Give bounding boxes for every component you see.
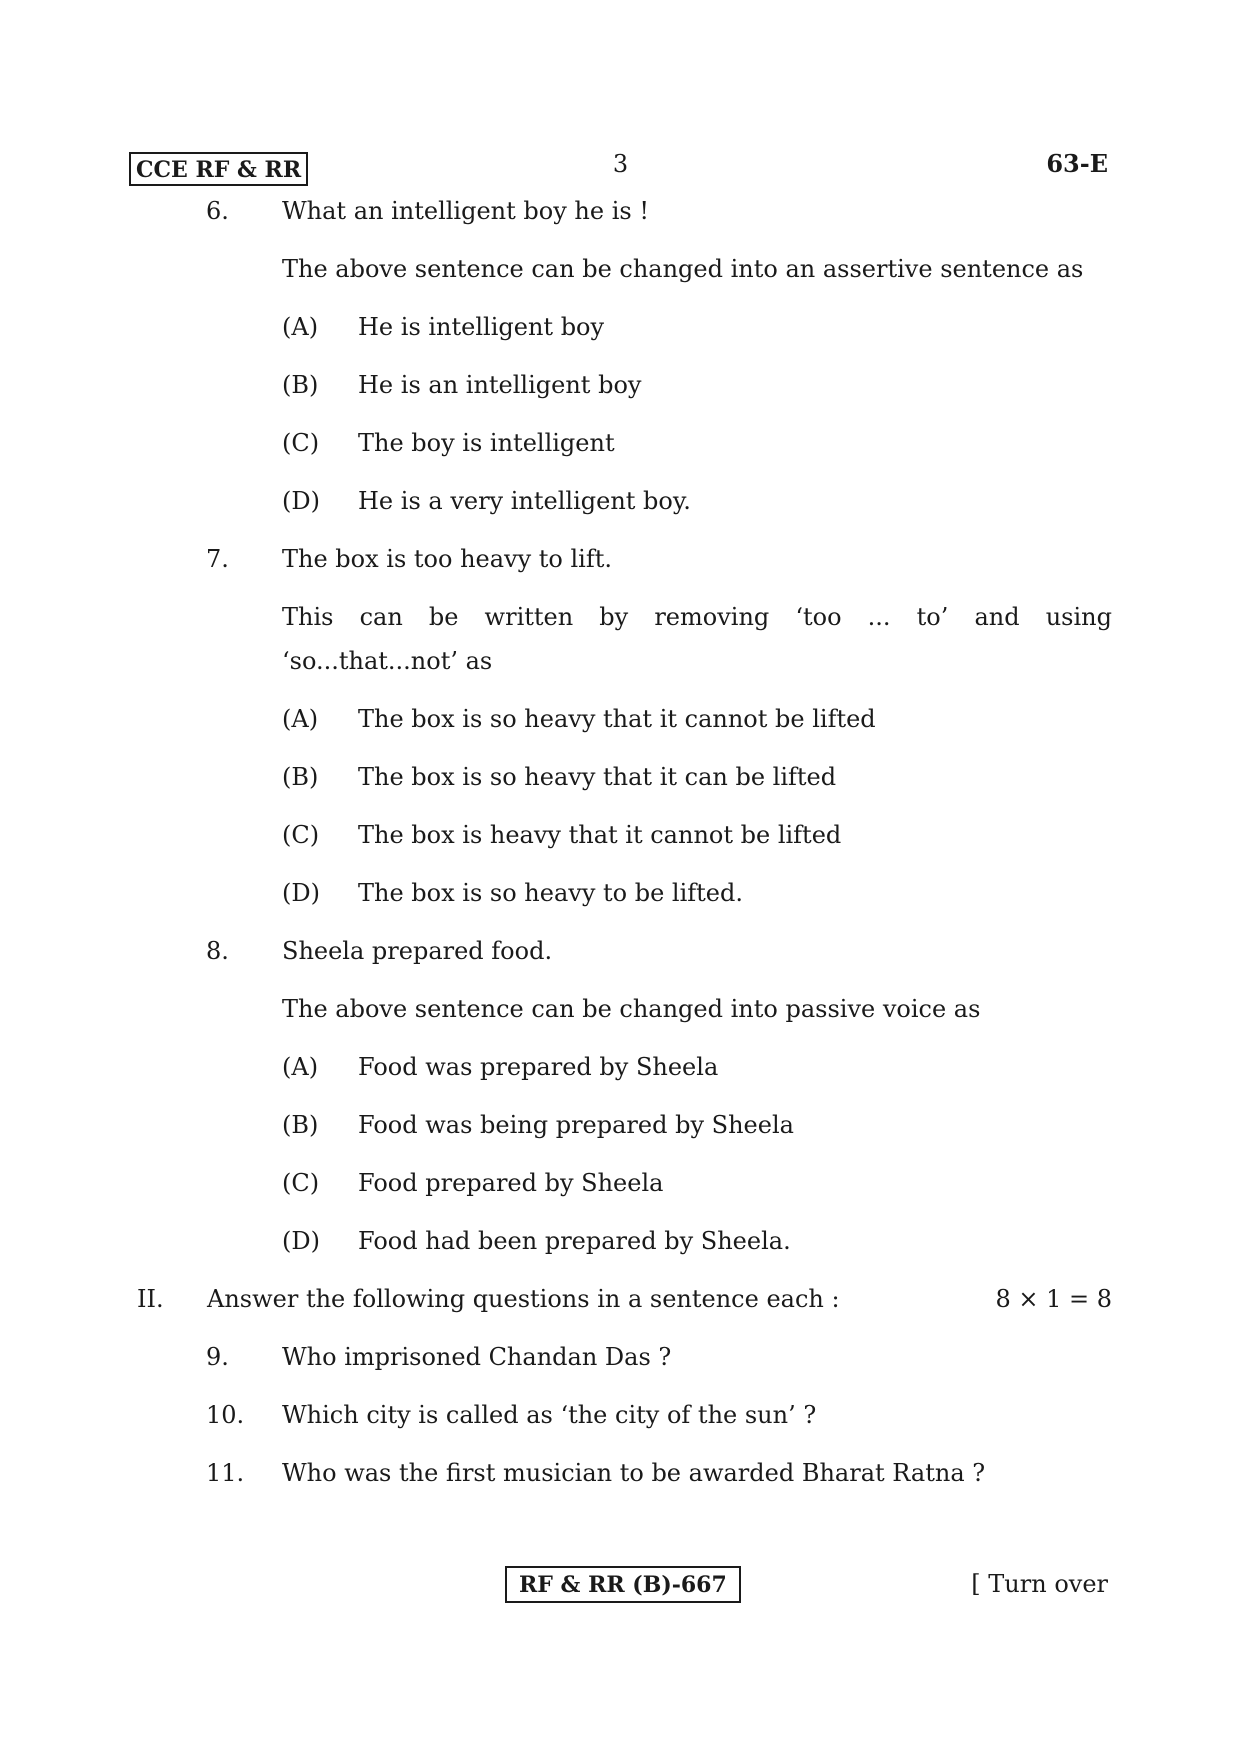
exam-series-label: CCE RF & RR xyxy=(129,152,308,186)
question-number: 6. xyxy=(206,197,229,225)
turn-over-note: [ Turn over xyxy=(971,1570,1108,1598)
booklet-code: RF & RR (B)-667 xyxy=(505,1566,741,1603)
option-letter: (A) xyxy=(282,705,319,733)
option-letter: (B) xyxy=(282,371,319,399)
option-letter: (B) xyxy=(282,763,319,791)
question-text: The box is too heavy to lift. xyxy=(282,545,613,573)
question-instruction-line-2: ‘so...that...not’ as xyxy=(282,647,493,675)
option-text: He is intelligent boy xyxy=(358,313,605,341)
option-b xyxy=(282,762,1241,792)
option-c xyxy=(282,428,1241,458)
section-number: II. xyxy=(137,1285,164,1313)
question-8 xyxy=(206,936,1112,966)
question-number: 10. xyxy=(206,1401,245,1429)
option-b xyxy=(282,370,1241,400)
option-text: Food was prepared by Sheela xyxy=(358,1053,719,1081)
option-letter: (B) xyxy=(282,1111,319,1139)
question-text: Which city is called as ‘the city of the sun’ ? xyxy=(282,1401,817,1429)
option-text: Food prepared by Sheela xyxy=(358,1169,664,1197)
option-b xyxy=(282,1110,1241,1140)
option-letter: (C) xyxy=(282,1169,320,1197)
option-letter: (C) xyxy=(282,821,320,849)
option-d xyxy=(282,1226,1241,1256)
question-9 xyxy=(206,1342,1112,1372)
page-footer xyxy=(0,1566,1241,1610)
question-number: 8. xyxy=(206,937,229,965)
page-header xyxy=(0,150,1241,190)
question-text: What an intelligent boy he is ! xyxy=(282,197,649,225)
page-number: 3 xyxy=(612,150,629,178)
option-letter: (D) xyxy=(282,1227,320,1255)
question-11 xyxy=(206,1458,1112,1488)
question-content xyxy=(0,196,1241,1516)
question-instruction-line-1: This can be written by removing ‘too ... to’ and using xyxy=(282,603,1112,631)
question-number: 11. xyxy=(206,1459,245,1487)
option-c xyxy=(282,820,1241,850)
option-letter: (A) xyxy=(282,1053,319,1081)
question-instruction: The above sentence can be changed into passive voice as xyxy=(282,995,981,1023)
question-10 xyxy=(206,1400,1112,1430)
option-text: He is a very intelligent boy. xyxy=(358,487,691,515)
option-a xyxy=(282,1052,1241,1082)
option-text: The boy is intelligent xyxy=(358,429,615,457)
question-7 xyxy=(206,544,1112,574)
option-text: The box is so heavy that it cannot be lifted xyxy=(358,705,876,733)
option-text: Food had been prepared by Sheela. xyxy=(358,1227,791,1255)
option-d xyxy=(282,486,1241,516)
option-text: He is an intelligent boy xyxy=(358,371,642,399)
question-text: Who was the first musician to be awarded Bharat Ratna ? xyxy=(282,1459,986,1487)
paper-code: 63-E xyxy=(1046,149,1108,178)
question-instruction: The above sentence can be changed into an assertive sentence as xyxy=(282,255,1084,283)
question-text: Who imprisoned Chandan Das ? xyxy=(282,1343,672,1371)
option-text: Food was being prepared by Sheela xyxy=(358,1111,794,1139)
option-c xyxy=(282,1168,1241,1198)
option-letter: (C) xyxy=(282,429,320,457)
option-letter: (D) xyxy=(282,879,320,907)
question-text: Sheela prepared food. xyxy=(282,937,553,965)
question-6 xyxy=(206,196,1112,226)
option-a xyxy=(282,704,1241,734)
option-d xyxy=(282,878,1241,908)
question-number: 9. xyxy=(206,1343,229,1371)
option-letter: (D) xyxy=(282,487,320,515)
section-2-heading xyxy=(137,1284,1112,1314)
question-number: 7. xyxy=(206,545,229,573)
section-marks: 8 × 1 = 8 xyxy=(995,1285,1112,1313)
option-a xyxy=(282,312,1241,342)
option-letter: (A) xyxy=(282,313,319,341)
section-title: Answer the following questions in a sentence each : xyxy=(207,1285,840,1313)
option-text: The box is so heavy that it can be lifted xyxy=(358,763,837,791)
option-text: The box is heavy that it cannot be lifted xyxy=(358,821,842,849)
option-text: The box is so heavy to be lifted. xyxy=(358,879,743,907)
